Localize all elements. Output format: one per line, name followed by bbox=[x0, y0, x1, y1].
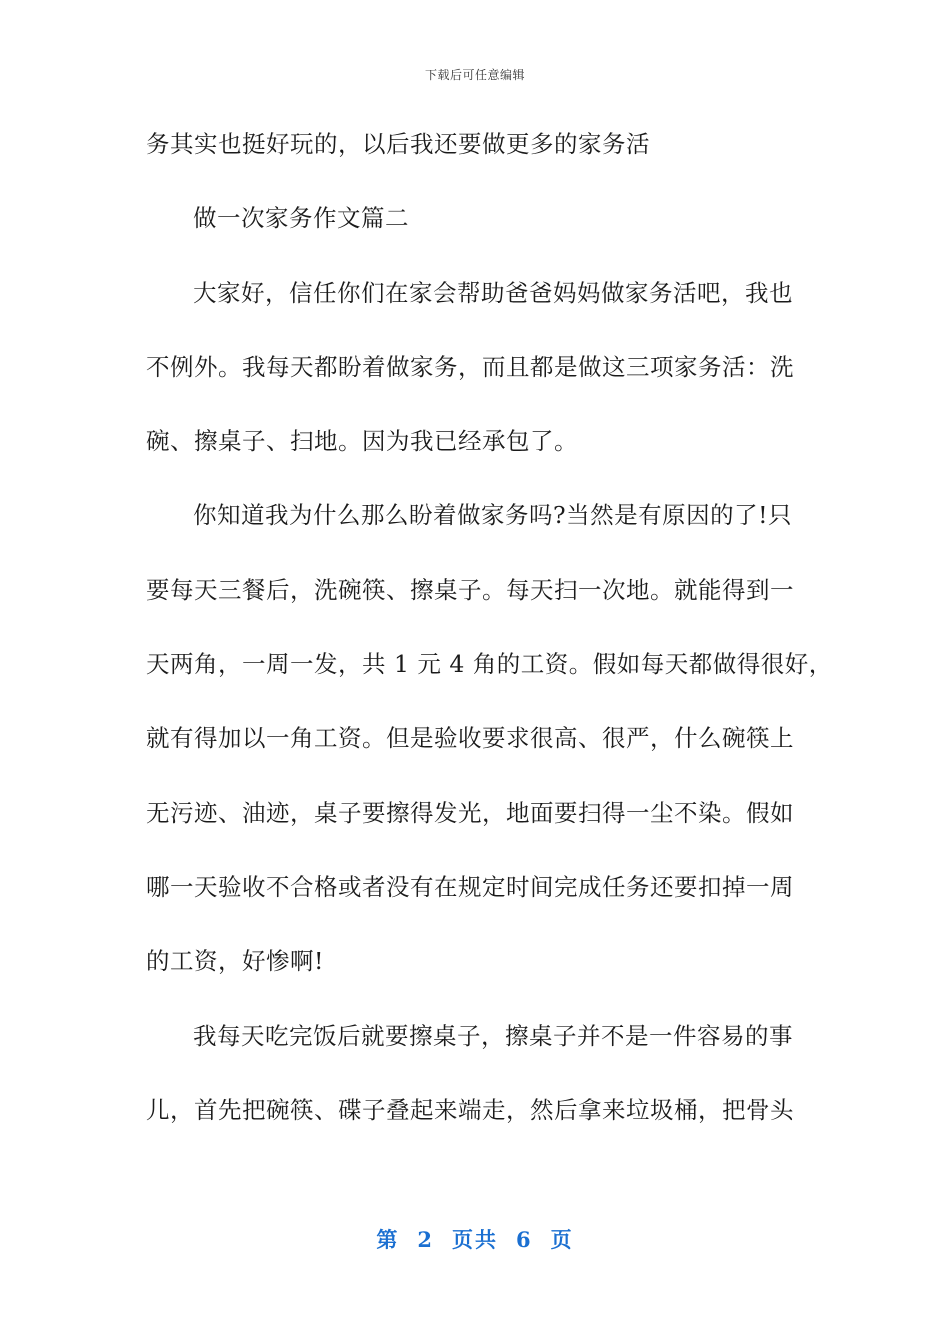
text-line-6: 你知道我为什么那么盼着做家务吗?当然是有原因的了!只 bbox=[193, 501, 793, 530]
page-footer bbox=[0, 1224, 950, 1254]
page-label-prefix: 第 bbox=[376, 1227, 400, 1252]
page-label-middle: 页共 bbox=[452, 1227, 498, 1252]
page-number: 2 bbox=[417, 1227, 434, 1252]
total-pages: 6 bbox=[516, 1227, 533, 1252]
page-label-suffix: 页 bbox=[550, 1227, 574, 1252]
section-heading: 做一次家务作文篇二 bbox=[193, 204, 409, 233]
text-line-12: 的工资，好惨啊! bbox=[146, 947, 324, 976]
text-line-3: 大家好，信任你们在家会帮助爸爸妈妈做家务活吧，我也 bbox=[193, 278, 793, 307]
text-line-8: 天两角，一周一发，共 1 元 4 角的工资。假如每天都做得很好， bbox=[146, 650, 833, 679]
text-line-4: 不例外。我每天都盼着做家务，而且都是做这三项家务活：洗 bbox=[146, 352, 794, 381]
text-line-7: 要每天三餐后，洗碗筷、擦桌子。每天扫一次地。就能得到一 bbox=[146, 575, 794, 604]
page-header bbox=[0, 66, 950, 83]
document-body bbox=[146, 107, 833, 1147]
text-line-13: 我每天吃完饭后就要擦桌子，擦桌子并不是一件容易的事 bbox=[193, 1021, 793, 1050]
text-line-14: 儿，首先把碗筷、碟子叠起来端走，然后拿来垃圾桶，把骨头 bbox=[146, 1095, 794, 1124]
text-line-10: 无污迹、油迹，桌子要擦得发光，地面要扫得一尘不染。假如 bbox=[146, 798, 794, 827]
text-line-11: 哪一天验收不合格或者没有在规定时间完成任务还要扣掉一周 bbox=[146, 872, 794, 901]
text-line-1: 务其实也挺好玩的，以后我还要做更多的家务活 bbox=[146, 130, 650, 158]
header-text: 下载后可任意编辑 bbox=[424, 68, 525, 82]
text-line-5: 碗、擦桌子、扫地。因为我已经承包了。 bbox=[146, 427, 578, 456]
text-line-9: 就有得加以一角工资。但是验收要求很高、很严，什么碗筷上 bbox=[146, 724, 794, 753]
